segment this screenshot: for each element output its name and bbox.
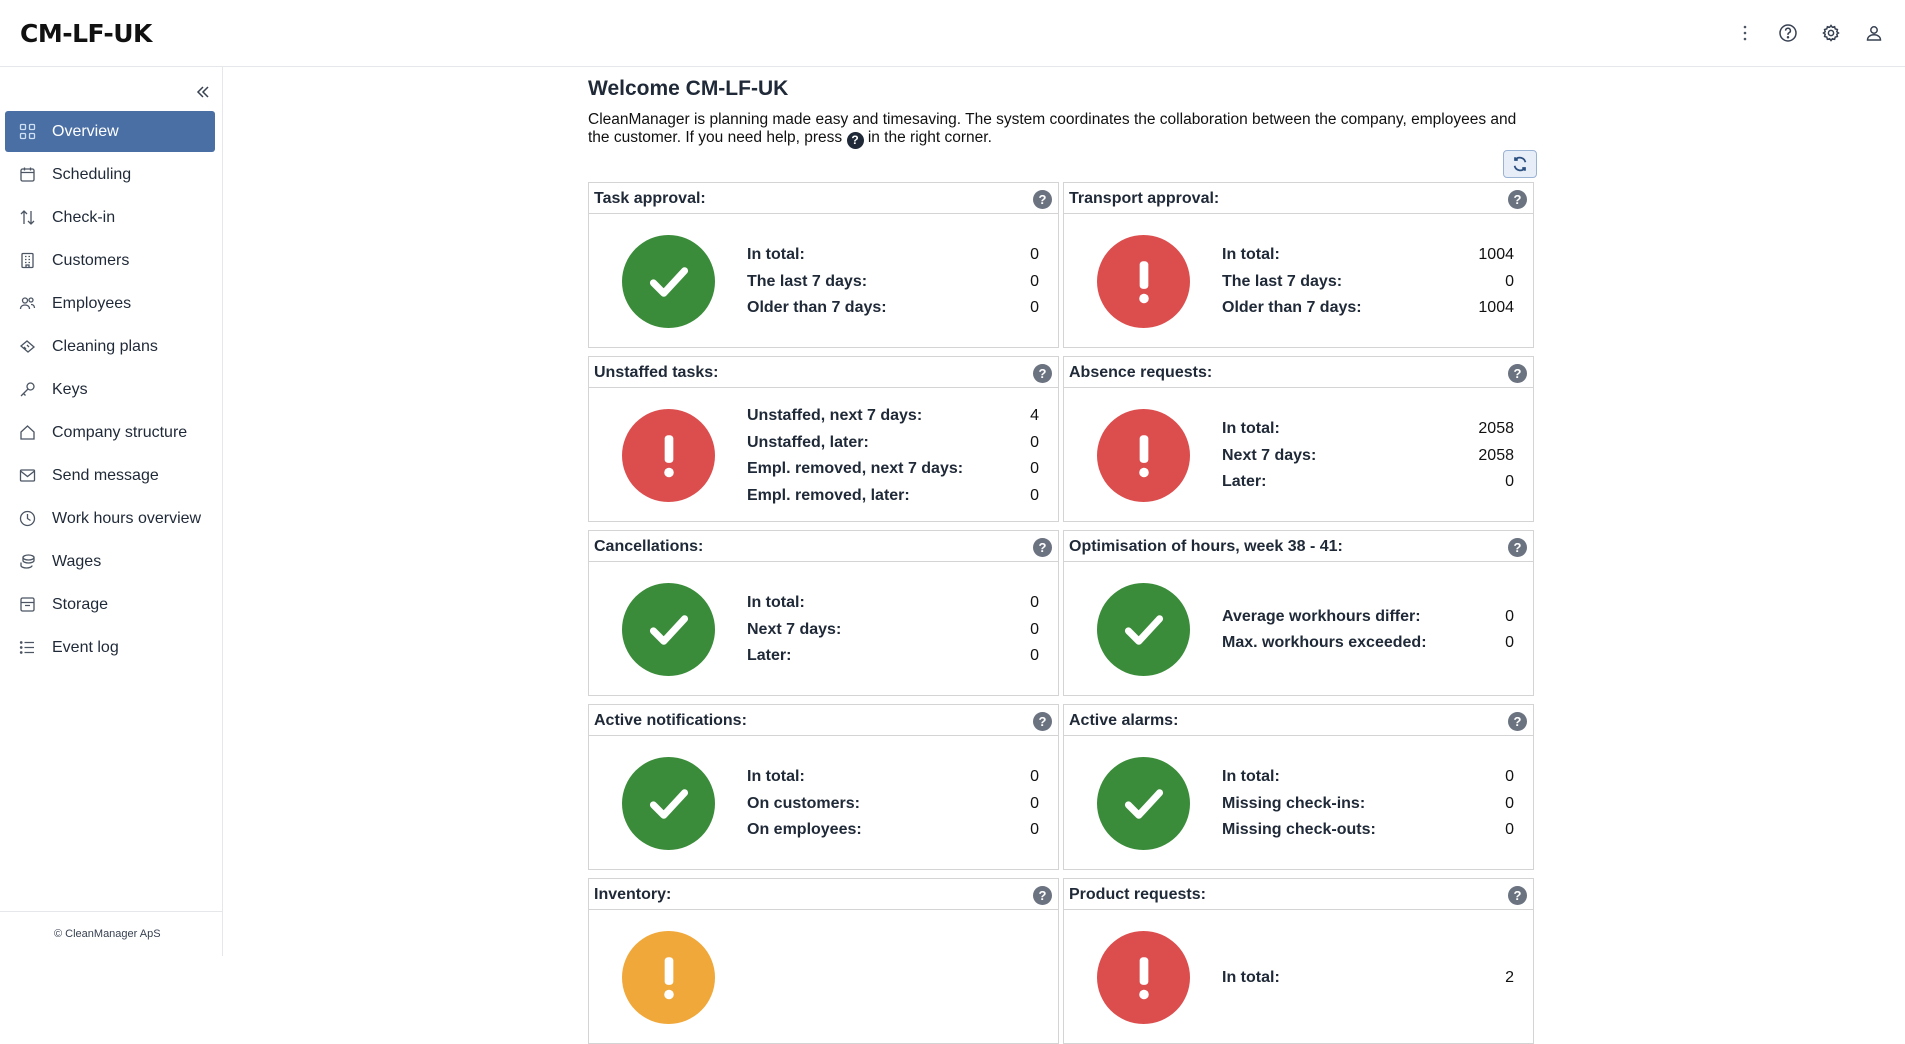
- stat-label: Unstaffed, later:: [747, 433, 869, 451]
- stat-row: [747, 590, 1039, 617]
- status-ok-icon: [622, 583, 715, 676]
- stat-value: 0: [1505, 821, 1514, 839]
- card-absence-requests: [1063, 356, 1534, 522]
- coins-icon: [19, 553, 36, 570]
- top-icons: [1723, 20, 1895, 46]
- card-transport-approval: [1063, 182, 1534, 348]
- card-title: Active notifications:: [589, 705, 1058, 736]
- stat-value: 0: [1030, 460, 1039, 477]
- sidebar-item-overview[interactable]: [5, 111, 215, 152]
- grid-icon: [19, 123, 36, 140]
- help-icon[interactable]: ?: [1033, 190, 1052, 209]
- sponge-icon: [19, 338, 36, 355]
- stat-label: Max. workhours exceeded:: [1222, 634, 1427, 651]
- stat-value: 0: [1505, 794, 1514, 812]
- card-stats: [1222, 965, 1514, 992]
- stat-label: In total:: [1222, 420, 1280, 438]
- card-unstaffed-tasks: [588, 356, 1059, 522]
- card-stats: [1222, 242, 1514, 322]
- stat-row: [747, 817, 1039, 844]
- card-title: Optimisation of hours, week 38 - 41:: [1064, 531, 1533, 562]
- sidebar: [0, 67, 223, 956]
- status-ok-icon: [1097, 757, 1190, 850]
- card-cancellations: [588, 530, 1059, 696]
- stat-row: [747, 269, 1039, 296]
- stat-row: [747, 617, 1039, 644]
- stat-value: 0: [1030, 594, 1039, 612]
- sidebar-item-keys[interactable]: [5, 369, 215, 410]
- help-icon[interactable]: ?: [1508, 190, 1527, 209]
- card-product-requests: [1063, 878, 1534, 1044]
- stat-row: [747, 242, 1039, 269]
- stat-value: 0: [1030, 246, 1039, 264]
- stat-value: 0: [1505, 607, 1514, 625]
- stat-value: 0: [1030, 433, 1039, 451]
- sidebar-item-label: Wages: [52, 552, 102, 570]
- card-inventory: [588, 878, 1059, 1044]
- status-ok-icon: [622, 235, 715, 328]
- sidebar-item-employees[interactable]: [5, 283, 215, 324]
- stat-label: Empl. removed, next 7 days:: [747, 460, 964, 477]
- card-title: Absence requests:: [1064, 357, 1533, 388]
- card-stats: [747, 242, 1039, 322]
- sidebar-item-label: Work hours overview: [52, 509, 202, 527]
- building-icon: [19, 252, 36, 269]
- sidebar-item-label: Employees: [52, 294, 132, 312]
- stat-value: 2: [1505, 968, 1514, 986]
- stat-row: [1222, 604, 1514, 631]
- stat-row: [747, 643, 1039, 670]
- main-content: [588, 67, 1538, 986]
- help-icon[interactable]: ?: [1033, 538, 1052, 557]
- sidebar-item-storage[interactable]: [5, 584, 215, 625]
- help-icon[interactable]: ?: [1508, 712, 1527, 731]
- stat-row: [747, 295, 1039, 322]
- stat-row: [1222, 630, 1514, 657]
- card-stats: [747, 764, 1039, 844]
- sidebar-item-event-log[interactable]: [5, 627, 215, 668]
- refresh-button[interactable]: [1503, 150, 1537, 178]
- list-icon: [19, 639, 36, 656]
- stat-label: Later:: [1222, 473, 1267, 491]
- card-stats: [1222, 604, 1514, 657]
- stat-label: Missing check-outs:: [1222, 821, 1376, 839]
- sidebar-item-check-in[interactable]: [5, 197, 215, 238]
- help-icon[interactable]: ?: [1033, 712, 1052, 731]
- card-stats: [1222, 764, 1514, 844]
- top-bar: [0, 0, 1905, 67]
- sidebar-item-label: Check-in: [52, 208, 116, 226]
- stat-row: [1222, 443, 1514, 470]
- stat-value: 0: [1505, 634, 1514, 651]
- sidebar-item-label: Event log: [52, 638, 119, 656]
- stat-label: On employees:: [747, 821, 862, 839]
- intro-text: [588, 111, 1540, 149]
- help-icon[interactable]: ?: [1508, 538, 1527, 557]
- stat-row: [1222, 416, 1514, 443]
- mail-icon: [19, 467, 36, 484]
- stat-label: In total:: [1222, 968, 1280, 986]
- stat-label: In total:: [1222, 246, 1280, 264]
- status-warning-icon: [622, 931, 715, 1024]
- stat-row: [1222, 295, 1514, 322]
- sidebar-item-scheduling[interactable]: [5, 154, 215, 195]
- more-vertical-icon[interactable]: [1723, 20, 1766, 46]
- sidebar-nav: [5, 111, 215, 670]
- stat-value: 0: [1030, 486, 1039, 504]
- sidebar-item-label: Send message: [52, 466, 159, 484]
- card-title: Cancellations:: [589, 531, 1058, 562]
- stat-value: 0: [1030, 620, 1039, 638]
- sidebar-item-label: Customers: [52, 251, 130, 269]
- stat-value: 0: [1030, 768, 1039, 786]
- user-icon[interactable]: [1852, 20, 1895, 46]
- home-icon: [19, 424, 36, 441]
- card-stats: [747, 590, 1039, 670]
- stat-value: 4: [1030, 407, 1039, 424]
- page-title: Welcome CM-LF-UK: [588, 77, 789, 100]
- stat-row: [1222, 791, 1514, 818]
- help-icon[interactable]: ?: [1508, 364, 1527, 383]
- stat-value: 0: [1030, 794, 1039, 812]
- stat-value: 2058: [1478, 446, 1514, 464]
- status-alert-icon: [1097, 235, 1190, 328]
- status-ok-icon: [622, 757, 715, 850]
- stat-row: [1222, 242, 1514, 269]
- stat-label: Later:: [747, 647, 792, 665]
- stat-row: [747, 430, 1039, 457]
- stat-row: [1222, 965, 1514, 992]
- status-ok-icon: [1097, 583, 1190, 676]
- stat-label: In total:: [1222, 768, 1280, 786]
- key-icon: [19, 381, 36, 398]
- stat-label: Next 7 days:: [747, 620, 842, 638]
- stat-row: [747, 403, 1039, 430]
- stat-label: Average workhours differ:: [1222, 607, 1421, 625]
- sidebar-item-label: Cleaning plans: [52, 337, 158, 355]
- stat-value: 2058: [1478, 420, 1514, 438]
- card-stats: [1222, 416, 1514, 496]
- card-title: Transport approval:: [1064, 183, 1533, 214]
- card-active-alarms: [1063, 704, 1534, 870]
- card-title: Inventory:: [589, 879, 1058, 910]
- app-title: CM-LF-UK: [20, 19, 152, 48]
- sidebar-item-wages[interactable]: [5, 541, 215, 582]
- sidebar-item-label: Company structure: [52, 423, 188, 441]
- sidebar-item-work-hours-overview[interactable]: [5, 498, 215, 539]
- stat-value: 0: [1030, 821, 1039, 839]
- stat-label: The last 7 days:: [747, 272, 868, 290]
- stat-value: 0: [1030, 647, 1039, 665]
- stat-value: 1004: [1478, 246, 1514, 264]
- stat-value: 0: [1030, 299, 1039, 317]
- collapse-sidebar-icon[interactable]: [193, 82, 213, 102]
- stat-row: [1222, 269, 1514, 296]
- help-circle-icon[interactable]: [1766, 20, 1809, 46]
- help-icon[interactable]: ?: [1033, 364, 1052, 383]
- sidebar-item-cleaning-plans[interactable]: [5, 326, 215, 367]
- users-icon: [19, 295, 36, 312]
- stat-row: [747, 483, 1039, 510]
- sidebar-item-send-message[interactable]: [5, 455, 215, 496]
- stat-value: 0: [1030, 272, 1039, 290]
- stat-label: The last 7 days:: [1222, 272, 1343, 290]
- stat-label: Empl. removed, later:: [747, 486, 910, 504]
- arrows-updown-icon: [19, 209, 36, 226]
- stat-row: [1222, 469, 1514, 496]
- stat-label: On customers:: [747, 794, 860, 812]
- clock-icon: [19, 510, 36, 527]
- calendar-icon: [19, 166, 36, 183]
- stat-label: In total:: [747, 594, 805, 612]
- stat-row: [1222, 764, 1514, 791]
- stat-row: [747, 791, 1039, 818]
- stat-row: [747, 764, 1039, 791]
- card-title: Product requests:: [1064, 879, 1533, 910]
- stat-label: In total:: [747, 246, 805, 264]
- card-title: Active alarms:: [1064, 705, 1533, 736]
- stat-label: Missing check-ins:: [1222, 794, 1366, 812]
- help-inline-icon: ?: [847, 132, 864, 149]
- gear-icon[interactable]: [1809, 20, 1852, 46]
- stat-label: Next 7 days:: [1222, 446, 1317, 464]
- sidebar-item-label: Storage: [52, 595, 109, 613]
- stat-row: [1222, 817, 1514, 844]
- stat-value: 0: [1505, 768, 1514, 786]
- sidebar-item-label: Overview: [52, 122, 119, 140]
- intro-text-before: CleanManager is planning made easy and timesaving. The system coordinates the collaboration between the company, employees and the customer. If you need help, press: [588, 111, 1517, 146]
- stat-label: In total:: [747, 768, 805, 786]
- stat-row: [747, 456, 1039, 483]
- card-active-notifications: [588, 704, 1059, 870]
- storage-icon: [19, 596, 36, 613]
- sidebar-item-label: Keys: [52, 380, 88, 398]
- card-stats: [747, 403, 1039, 509]
- help-icon[interactable]: ?: [1033, 886, 1052, 905]
- card-title: Unstaffed tasks:: [589, 357, 1058, 388]
- copyright-footer: © CleanManager ApS: [0, 911, 222, 956]
- status-alert-icon: [622, 409, 715, 502]
- refresh-icon: [1511, 155, 1529, 173]
- stat-value: 0: [1505, 473, 1514, 491]
- sidebar-item-label: Scheduling: [52, 165, 132, 183]
- sidebar-item-company-structure[interactable]: [5, 412, 215, 453]
- status-alert-icon: [1097, 931, 1190, 1024]
- card-task-approval: [588, 182, 1059, 348]
- status-alert-icon: [1097, 409, 1190, 502]
- sidebar-item-customers[interactable]: [5, 240, 215, 281]
- stat-label: Older than 7 days:: [747, 299, 887, 317]
- card-title: Task approval:: [589, 183, 1058, 214]
- intro-text-after: in the right corner.: [867, 129, 992, 146]
- stat-label: Unstaffed, next 7 days:: [747, 407, 923, 424]
- help-icon[interactable]: ?: [1508, 886, 1527, 905]
- card-optimisation-of-hours-week-38-41: [1063, 530, 1534, 696]
- stat-value: 0: [1505, 272, 1514, 290]
- stat-value: 1004: [1478, 299, 1514, 317]
- stat-label: Older than 7 days:: [1222, 299, 1362, 317]
